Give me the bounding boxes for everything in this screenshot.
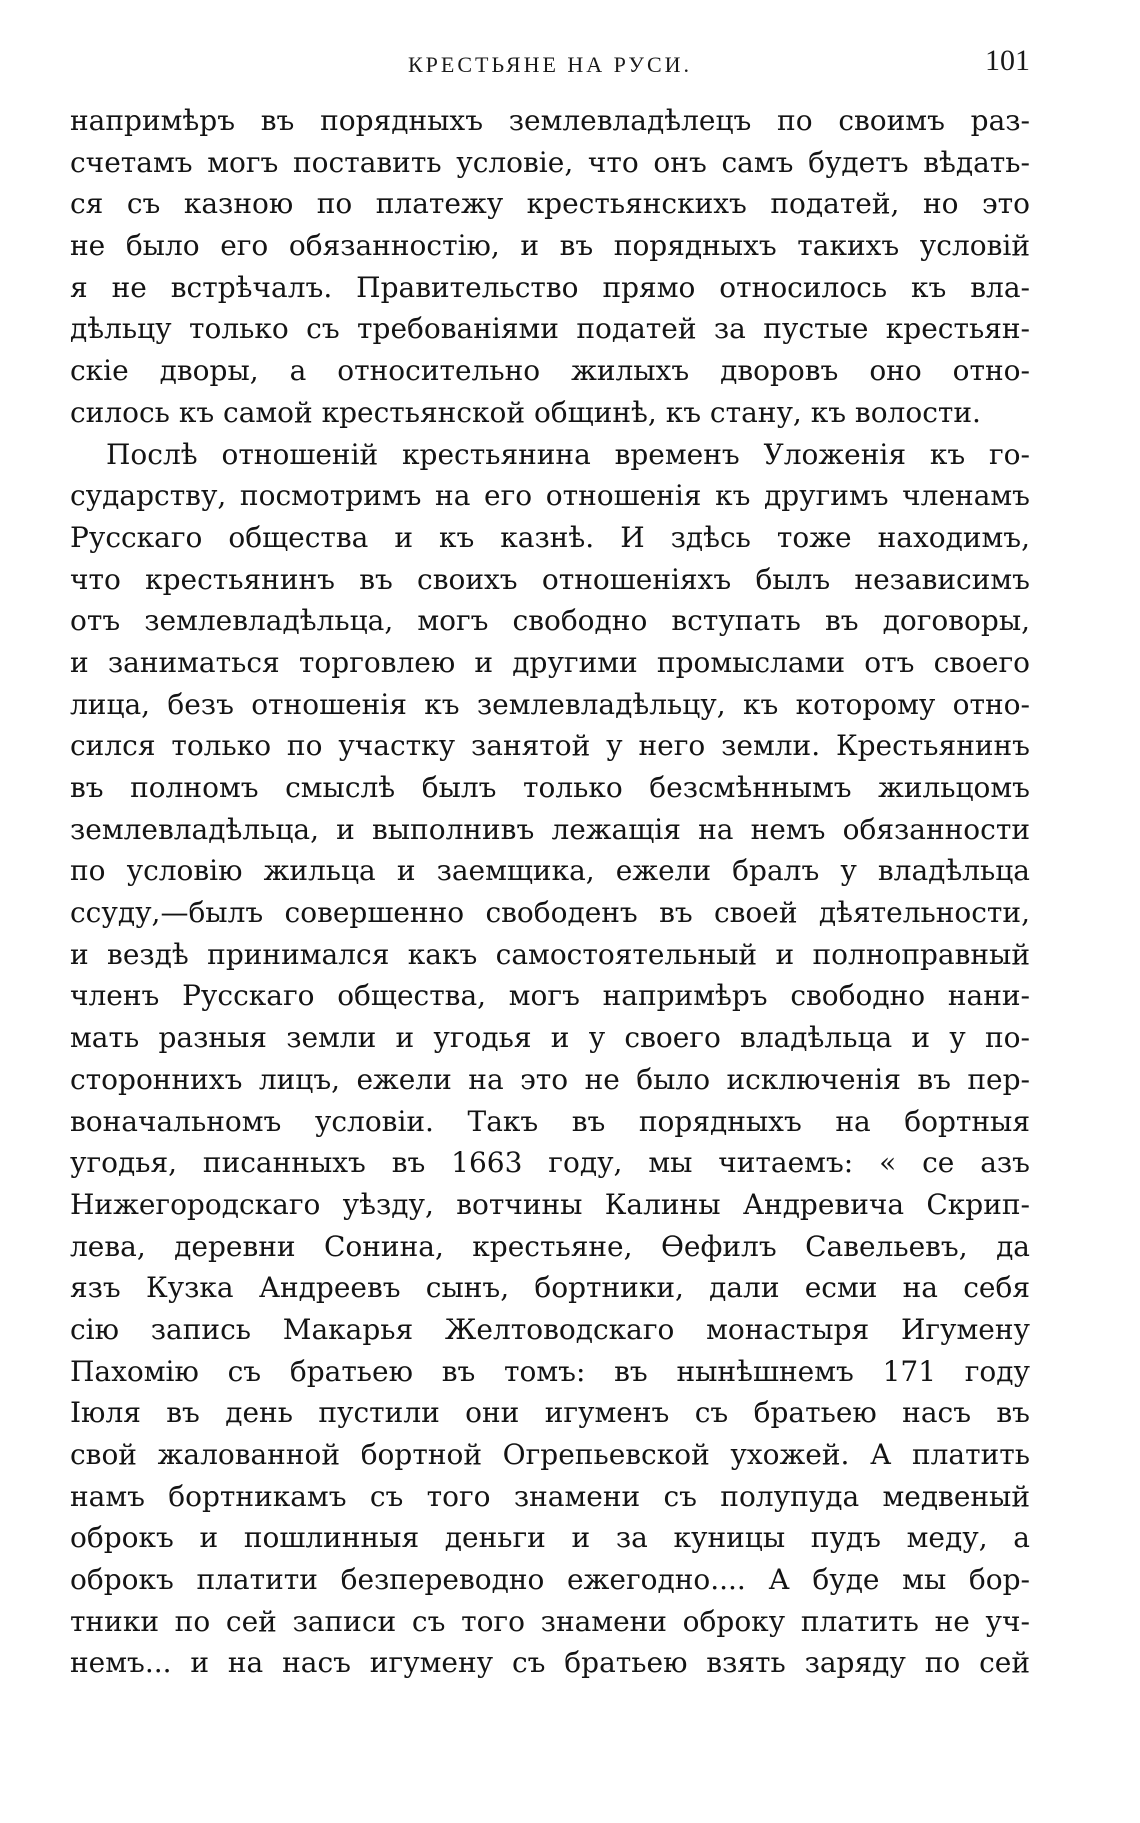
text-line: сію запись Макарья Желтоводскаго монастыря Игумену bbox=[70, 1312, 1030, 1346]
text-line: членъ Русскаго общества, могъ напримѣръ свободно нани- bbox=[70, 979, 1030, 1013]
running-head bbox=[70, 44, 1030, 84]
text-line: Нижегородскаго уѣзду, вотчины Калины Андревича Скрип- bbox=[70, 1187, 1030, 1221]
text-line: тники по сей записи съ того знамени оброку платить не уч- bbox=[70, 1604, 1030, 1638]
text-line: и заниматься торговлею и другими промыслами отъ своего bbox=[70, 645, 1030, 679]
text-line: сударству, посмотримъ на его отношенія къ другимъ членамъ bbox=[70, 479, 1030, 513]
text-line: ссуду,—былъ совершенно свободенъ въ своей дѣятельности, bbox=[70, 896, 1030, 930]
text-line: лица, безъ отношенія къ землевладѣльцу, къ которому отно- bbox=[70, 687, 1030, 721]
body-text bbox=[70, 100, 1030, 1684]
text-line: воначальномъ условіи. Такъ въ порядныхъ на бортныя bbox=[70, 1104, 1030, 1138]
text-line: намъ бортникамъ съ того знамени съ полупуда медвеный bbox=[70, 1479, 1030, 1513]
text-line: мать разныя земли и угодья и у своего владѣльца и у по- bbox=[70, 1021, 1030, 1055]
text-line: землевладѣльца, и выполнивъ лежащія на немъ обязанности bbox=[70, 812, 1030, 846]
text-line: Русскаго общества и къ казнѣ. И здѣсь тоже находимъ, bbox=[70, 520, 1030, 554]
running-title: КРЕСТЬЯНЕ НА РУСИ. bbox=[407, 52, 693, 77]
text-line: не было его обязанностію, и въ порядныхъ такихъ условій bbox=[70, 229, 1030, 263]
text-line: по условію жильца и заемщика, ежели бралъ у владѣльца bbox=[70, 854, 1030, 888]
text-line: скіе дворы, а относительно жилыхъ дворовъ оно отно- bbox=[70, 354, 1030, 388]
text-line: язъ Кузка Андреевъ сынъ, бортники, дали есми на себя bbox=[70, 1271, 1030, 1305]
text-line: сился только по участку занятой у него земли. Крестьянинъ bbox=[70, 729, 1030, 763]
text-line: ся съ казною по платежу крестьянскихъ податей, но это bbox=[70, 187, 1030, 221]
text-line: силось къ самой крестьянской общинѣ, къ стану, къ волости. bbox=[70, 395, 981, 429]
text-line: угодья, писанныхъ въ 1663 году, мы читаемъ: « се азъ bbox=[70, 1146, 1030, 1180]
text-line: немъ... и на насъ игумену съ братьею взять заряду по сей bbox=[70, 1646, 1030, 1680]
text-line: въ полномъ смыслѣ былъ только безсмѣннымъ жильцомъ bbox=[70, 771, 1030, 804]
text-line: оброкъ и пошлинныя деньги и за куницы пудъ меду, а bbox=[70, 1521, 1030, 1555]
text-line: и вездѣ принимался какъ самостоятельный и полноправный bbox=[70, 937, 1030, 971]
text-line: лева, деревни Сонина, крестьяне, Ѳефилъ Савельевъ, да bbox=[70, 1229, 1030, 1263]
text-line: я не встрѣчалъ. Правительство прямо относилось къ вла- bbox=[70, 270, 1030, 304]
text-line: счетамъ могъ поставить условіе, что онъ самъ будетъ вѣдать- bbox=[70, 145, 1030, 179]
text-line: отъ землевладѣльца, могъ свободно вступать въ договоры, bbox=[70, 604, 1030, 638]
text-line: напримѣръ въ порядныхъ землевладѣлецъ по своимъ раз- bbox=[70, 104, 1030, 137]
text-line: оброкъ платити безпереводно ежегодно.... А буде мы бор- bbox=[70, 1563, 1030, 1597]
text-line: стороннихъ лицъ, ежели на это не было исключенія въ пер- bbox=[70, 1062, 1030, 1096]
paragraph-start-line: Послѣ отношеній крестьянина временъ Уложенія къ го- bbox=[106, 437, 1030, 471]
text-line: свой жалованной бортной Огрепьевской ухожей. А платить bbox=[70, 1438, 1030, 1471]
text-line: что крестьянинъ въ своихъ отношеніяхъ былъ независимъ bbox=[70, 562, 1030, 596]
text-line: дѣльцу только съ требованіями податей за пустые крестьян- bbox=[70, 312, 1030, 346]
text-line: Пахомію съ братьею въ томъ: въ нынѣшнемъ 171 году bbox=[70, 1354, 1030, 1388]
page-number: 101 bbox=[985, 44, 1030, 77]
text-line: Іюля въ день пустили они игуменъ съ братьею насъ въ bbox=[70, 1396, 1030, 1430]
